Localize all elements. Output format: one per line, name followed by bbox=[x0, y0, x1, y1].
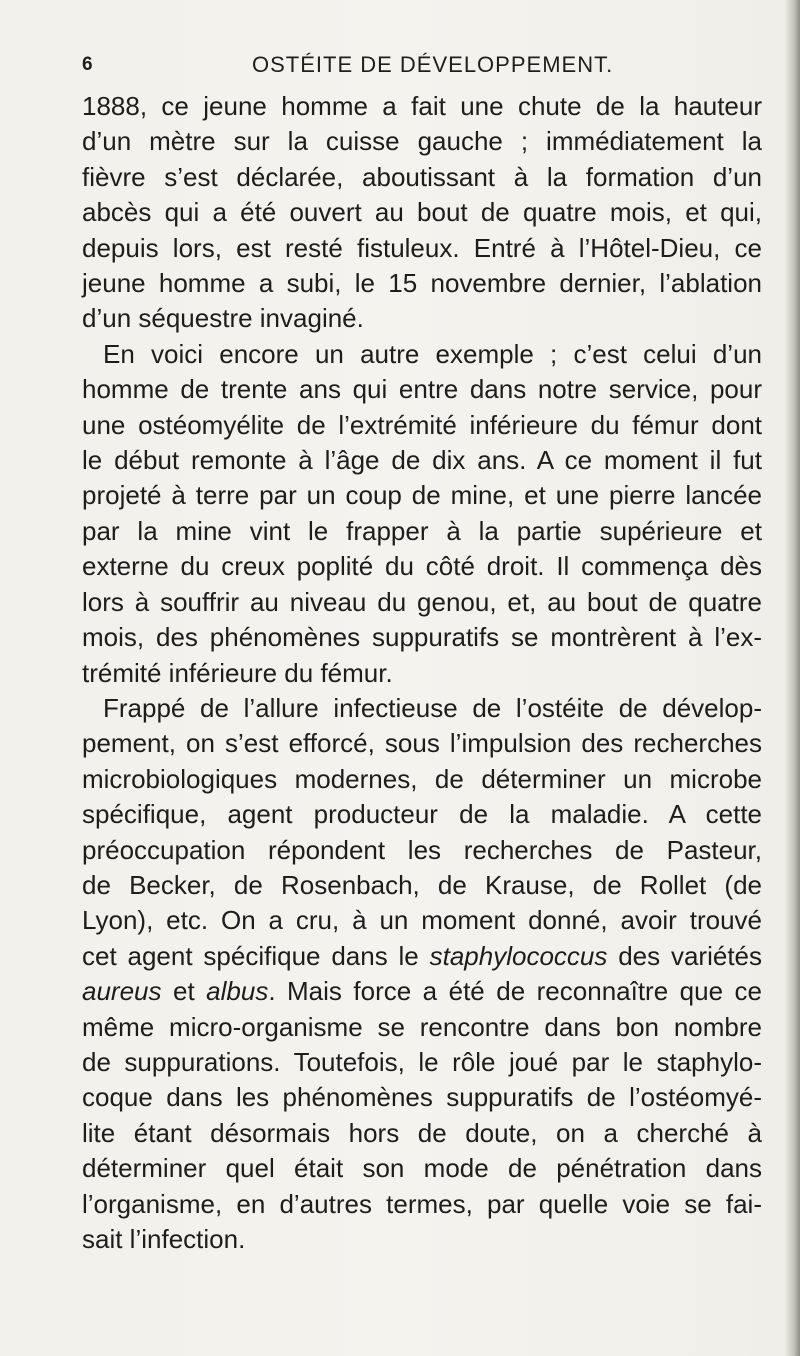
running-title: OSTÉITE DE DÉVELOPPEMENT. bbox=[252, 52, 614, 77]
text-line: projeté à terre par un coup de mine, et une pierre lancée bbox=[82, 480, 762, 511]
text-segment: des variétés bbox=[607, 940, 762, 971]
text-line: sait l’infection. bbox=[82, 1224, 246, 1254]
italic-term-albus: albus bbox=[206, 976, 269, 1007]
page-number: 6 bbox=[82, 54, 93, 75]
body-text bbox=[82, 89, 762, 1257]
page-header bbox=[82, 52, 762, 82]
text-line: lors à souffrir au niveau du genou, et, au bout de quatre bbox=[82, 586, 762, 617]
text-line: pement, on s’est efforcé, sous l’impulsion des recherches bbox=[82, 728, 762, 759]
italic-term-aureus: aureus bbox=[82, 976, 162, 1007]
page-edge-shadow bbox=[784, 0, 800, 1356]
text-line: externe du creux poplité du côté droit. Il commença dès bbox=[82, 551, 762, 582]
text-line: abcès qui a été ouvert au bout de quatre mois, et qui, bbox=[82, 197, 762, 228]
text-line: d’un séquestre invaginé. bbox=[82, 303, 364, 334]
text-line: homme de trente ans qui entre dans notre service, pour bbox=[82, 374, 762, 405]
text-line: microbiologiques modernes, de déterminer un microbe bbox=[82, 763, 762, 794]
text-line: jeune homme a subi, le 15 novembre dernier, l’ablation bbox=[82, 268, 762, 299]
text-segment: . Mais force a été de reconnaître que ce bbox=[268, 976, 762, 1007]
text-line: de Becker, de Rosenbach, de Krause, de Rollet (de bbox=[82, 869, 762, 900]
text-line: de suppurations. Toutefois, le rôle joué par le staphylo- bbox=[82, 1046, 762, 1077]
text-line: En voici encore un autre exemple ; c’est celui d’un bbox=[103, 338, 762, 369]
paragraph-2 bbox=[82, 337, 762, 691]
paragraph-3 bbox=[82, 691, 762, 1258]
paragraph-1 bbox=[82, 89, 762, 337]
text-segment: cet agent spécifique dans le bbox=[82, 940, 430, 971]
text-line-staphylococcus bbox=[82, 939, 762, 974]
text-line: spécifique, agent producteur de la maladie. A cette bbox=[82, 799, 762, 830]
text-line: le début remonte à l’âge de dix ans. A ce moment il fut bbox=[82, 445, 762, 476]
text-line: mois, des phénomènes suppuratifs se montrèrent à l’ex- bbox=[82, 622, 762, 653]
text-line: d’un mètre sur la cuisse gauche ; immédiatement la bbox=[82, 126, 762, 157]
text-line: fièvre s’est déclarée, aboutissant à la formation d’un bbox=[82, 161, 762, 192]
text-line: Lyon), etc. On a cru, à un moment donné, avoir trouvé bbox=[82, 905, 762, 936]
text-line: Frappé de l’allure infectieuse de l’ostéite de dévelop- bbox=[103, 692, 762, 723]
text-line: une ostéomyélite de l’extrémité inférieure du fémur dont bbox=[82, 409, 762, 440]
text-line: l’organisme, en d’autres termes, par quelle voie se fai- bbox=[82, 1188, 762, 1219]
text-line-aureus-albus bbox=[82, 974, 762, 1009]
text-segment: et bbox=[161, 976, 207, 1007]
italic-term-staphylococcus: staphylococcus bbox=[429, 940, 608, 971]
text-line: 1888, ce jeune homme a fait une chute de la hauteur bbox=[82, 91, 762, 121]
text-line: trémité inférieure du fémur. bbox=[82, 657, 393, 688]
text-line: coque dans les phénomènes suppuratifs de l’ostéomyé- bbox=[82, 1082, 762, 1113]
text-line: préoccupation répondent les recherches de Pasteur, bbox=[82, 834, 762, 865]
text-line: lite étant désormais hors de doute, on a cherché à bbox=[82, 1117, 762, 1148]
text-line: déterminer quel était son mode de pénétration dans bbox=[82, 1153, 762, 1184]
text-line: même micro-organisme se rencontre dans bon nombre bbox=[82, 1011, 762, 1042]
text-line: depuis lors, est resté fistuleux. Entré à l’Hôtel-Dieu, ce bbox=[82, 232, 762, 263]
text-line: par la mine vint le frapper à la partie supérieure et bbox=[82, 515, 762, 546]
